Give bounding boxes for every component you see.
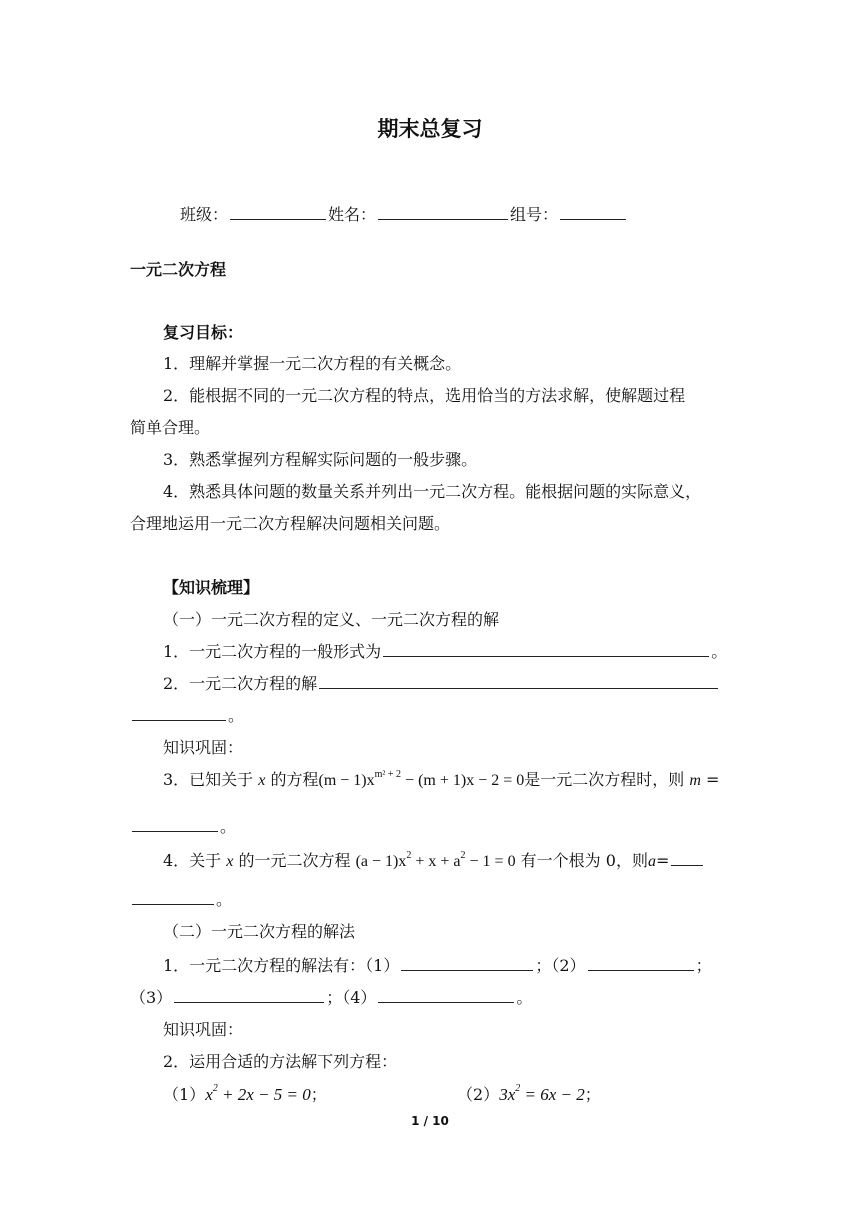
answer-blank [588,955,694,971]
question-4-cont [130,889,232,911]
class-label: 班级： [180,205,229,224]
knowledge-heading: 【知识梳理】 [163,578,260,597]
equals-sign: = [655,851,670,870]
equation-part: = 6x − 2 [520,1085,585,1104]
period: 。 [220,817,237,836]
answer-blank [132,889,214,905]
page-number: 1 / 10 [411,1114,449,1128]
equation-part: (a − 1)x [355,853,407,870]
consolidate-label: 知识巩固： [163,738,244,757]
equation-part: 3x [499,1085,516,1104]
math-variable: x [258,772,266,789]
equals-sign: = [706,770,720,789]
equation-part: − (m + 1)x − 2 = 0 [401,772,525,789]
period: 。 [216,890,233,909]
goal-line: 4．熟悉具体问题的数量关系并列出一元二次方程。能根据问题的实际意义， [163,482,702,501]
answer-blank [132,705,226,721]
equation [355,849,516,870]
question-text: 3．已知关于 [163,770,254,789]
question-text: ； [695,956,712,975]
math-variable: a [647,853,656,870]
math-variable: x [226,853,234,870]
exponent: 2 [212,1083,218,1095]
part2-heading: （二）一元二次方程的解法 [163,922,356,941]
question-text: 的方程 [270,770,319,789]
exponent: m² + 2 [374,768,402,780]
question-text: ；（4） [326,988,377,1007]
exponent: 2 [406,849,412,861]
question-text: ； [584,1085,601,1104]
answer-blank [401,955,533,971]
answer-blank [671,850,703,866]
question-1 [163,641,727,663]
goal-line: 简单合理。 [130,418,211,437]
equation-label: （1） [163,1085,206,1104]
group-blank [560,204,626,220]
answer-blank [132,816,218,832]
question-text: 的一元二次方程 [238,851,351,870]
goal-line: 2．能根据不同的一元二次方程的特点，选用恰当的方法求解，使解题过程 [163,386,686,405]
answer-blank [174,987,324,1003]
page-title: 期末总复习 [377,117,483,141]
consolidate-label: 知识巩固： [163,1020,244,1039]
equation-part: (m − 1)x [318,772,375,789]
answer-blank [319,673,718,689]
name-label: 姓名： [328,205,377,224]
question-3-cont [130,816,236,838]
goals-heading: 复习目标： [163,323,244,342]
name-blank [378,204,508,220]
question-text: ；（2） [535,956,586,975]
equation-part: + 2x − 5 = 0 [217,1085,311,1104]
exponent: 2 [515,1083,521,1095]
answer-blank [383,641,709,657]
period: 。 [711,642,728,661]
equation [318,768,525,789]
equation-2 [457,1084,601,1106]
equation-label: （2） [457,1085,500,1104]
equation-part: − 1 = 0 [465,853,516,870]
period: 。 [228,706,245,725]
solve-heading: 2．运用合适的方法解下列方程： [163,1052,398,1071]
math-variable: m [689,772,701,789]
part1-heading: （一）一元二次方程的定义、一元二次方程的解 [163,610,500,629]
question-4 [163,850,705,873]
equation-part: x [205,1085,213,1104]
goal-line: 1．理解并掌握一元二次方程的有关概念。 [163,354,462,373]
goal-line: 合理地运用一元二次方程解决问题相关问题。 [130,514,451,533]
question-text: 1．一元二次方程的一般形式为 [163,642,382,661]
period: 。 [516,988,533,1007]
question-text: 有一个根为 0，则 [520,851,648,870]
class-blank [230,204,326,220]
equation [205,1085,311,1104]
answer-blank [378,987,514,1003]
question-text: ； [310,1085,327,1104]
question-text: 是一元二次方程时，则 [524,770,685,789]
equation-part: + x + a [411,853,461,870]
goal-line: 3．熟悉掌握列方程解实际问题的一般步骤。 [163,450,478,469]
exponent: 2 [460,849,466,861]
section-heading: 一元二次方程 [130,260,227,279]
methods-line-1 [163,955,712,977]
equation [499,1085,585,1104]
group-label: 组号： [510,205,559,224]
question-2-cont [130,705,244,727]
student-info-line [180,204,628,226]
equation-1 [163,1084,327,1106]
question-text: 2．一元二次方程的解 [163,674,318,693]
question-text: 4．关于 [163,851,222,870]
question-text: （3） [130,988,173,1007]
question-3 [163,769,719,792]
question-2 [163,673,720,695]
methods-line-2 [130,987,532,1009]
question-text: 1．一元二次方程的解法有：（1） [163,956,400,975]
